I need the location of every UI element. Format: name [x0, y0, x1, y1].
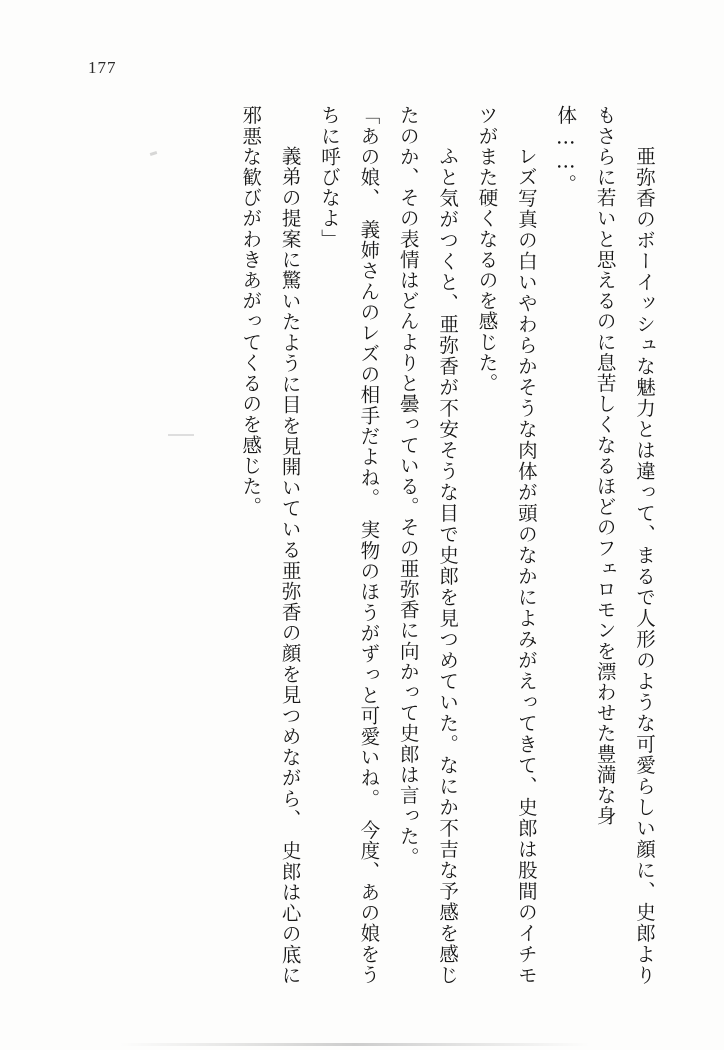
page-body-text: [150, 105, 664, 985]
paper-speck: [168, 434, 194, 436]
page-number: 177: [88, 58, 117, 77]
paragraph: 体……。: [554, 105, 578, 195]
paragraph: 亜弥香のボーイッシュな魅力とは違って、まるで人形のような可愛らしい顔に、史郎よりもさらに若いと思えるのに息苦しくなるほどのフェロモンを漂わせた豊満な身: [593, 105, 656, 985]
paragraph: 義弟の提案に驚いたように目を見開いている亜弥香の顔を見つめながら、 史郎は心の底に邪悪な歓びがわきあがってくるのを感じた。: [239, 105, 302, 985]
paragraph: ふと気がつくと、亜弥香が不安そうな目で史郎を見つめていた。なにか不吉な予感を感じたのか、その表情はどんよりと曇っている。その亜弥香に向かって史郎は言った。: [396, 105, 460, 985]
paragraph: 「あの娘、 義姉さんのレズの相手だよね。 実物のほうがずっと可愛いね。 今度、あの娘をうちに呼びなよ」: [318, 105, 381, 985]
page-edge-smudge: [120, 1043, 590, 1046]
paragraph: レズ写真の白いやわらかそうな肉体が頭のなかによみがえってきて、史郎は股間のイチモツがまた硬くなるのを感じた。: [475, 105, 538, 985]
